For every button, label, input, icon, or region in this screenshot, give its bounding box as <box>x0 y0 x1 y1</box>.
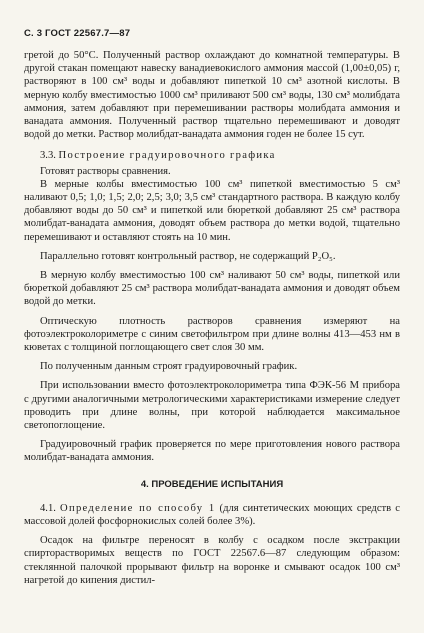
subsection-title: Построение градуировочного графика <box>58 150 276 162</box>
clause-text: (для синтетических моющих средств с массовой долей фосфорнокислых солей более 3%). <box>24 502 400 527</box>
paragraph-sediment-transfer: Осадок на фильтре переносят в колбу с осадком после экстракции спирторастворимых веществ по ГОСТ 22567.6—87 следующим образом: стеклянной палочкой прорывают фильтр на воронке и смывают осадок 100 см³ нагретой до кипения дистил- <box>24 535 400 586</box>
clause-number: 4.1. <box>40 502 56 514</box>
paragraph-volumetric-flasks: В мерные колбы вместимостью 100 см³ пипеткой вместимостью 5 см³ наливают 0,5; 1,0; 1,5; 2,0; 2,5; 3,0; 3,5 см³ стандартного раствора. В каждую колбу добавляют воды до 50 см³ и пипеткой или бюреткой добавляют 25 см³ раствора молибдат-ванадата аммония, доводят объем раствора до метки водой, тщательно перемешивают и оставляют стоять на 10 мин. <box>24 178 400 243</box>
paragraph-control-solution: Параллельно готовят контрольный раствор, не содержащий P₂O₅. <box>40 250 336 262</box>
paragraph-prepare-solutions: Готовят растворы сравнения. <box>40 165 171 177</box>
paragraph-measuring-flask: В мерную колбу вместимостью 100 см³ наливают 50 см³ воды, пипеткой или бюреткой добавляют 25 см³ раствора молибдат-ванадата аммония и доводят объем водой до метки. <box>24 270 400 308</box>
paragraph-optical-density: Оптическую плотность растворов сравнения измеряют на фотоэлектроколориметре с синим светофильтром при длине волны 413—453 нм в кюветах с толщиной поглощающего свет слоя 30 мм. <box>24 315 400 354</box>
paragraph-build-graph: По полученным данным строят градуировочный график. <box>40 361 298 373</box>
section-4-title: 4. ПРОВЕДЕНИЕ ИСПЫТАНИЯ <box>140 478 284 490</box>
page-header: С. 3 ГОСТ 22567.7—87 <box>24 28 131 39</box>
paragraph-continuation: гретой до 50°С. Полученный раствор охлаждают до комнатной температуры. В другой стакан помещают навеску ванадиевокислого аммония массой (1,00±0,05) г, растворяют в 100 см³ воды и добавляют пипеткой 10 см³ азотной кислоты. В мерную колбу вместимостью 1000 см³ приливают 500 см³ воды, 130 см³ молибдата аммония, затем добавляют при перемешивании растворы молибдата аммония и ванадата аммония. Полученный раствор тщательно перемешивают и доводят водой до метки. Раствор молибдат-ванадата аммония годен не более 15 сут. <box>24 50 400 141</box>
paragraph-alternative-device: При использовании вместо фотоэлектроколориметра типа ФЭК-56 М прибора с другими аналогичными метрологическими характеристиками измерение следует проводить при длине волны, при которой наблюдается максимальное светопоглощение. <box>24 380 400 432</box>
paragraph-graph-check: Градуировочный график проверяется по мере приготовления нового раствора молибдат-ванадата аммония. <box>24 439 400 464</box>
subsection-number: 3.3. <box>40 150 56 162</box>
subsection-3-3-heading <box>24 149 400 162</box>
paragraph-method-1 <box>24 502 400 528</box>
clause-title: Определение по способу 1 <box>60 502 216 514</box>
